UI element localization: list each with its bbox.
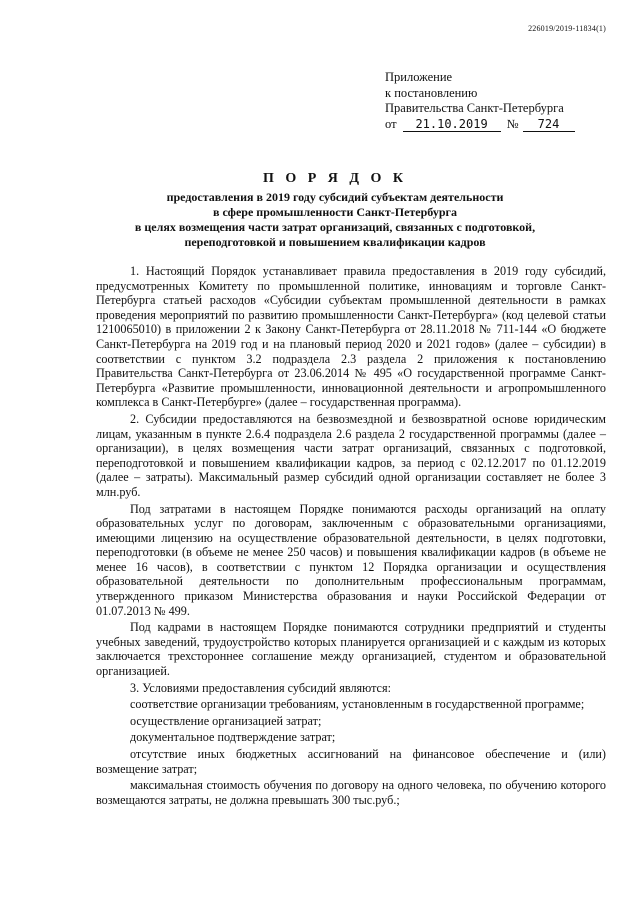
document-title bbox=[70, 170, 600, 250]
appendix-line-2: к постановлению bbox=[385, 85, 478, 100]
condition-item: документальное подтверждение затрат; bbox=[130, 730, 336, 745]
condition-item: осуществление организацией затрат; bbox=[130, 713, 322, 728]
paragraph-staff-definition: Под кадрами в настоящем Порядке понимаются сотрудники предприятий и студенты учебных заведений, трудоустройство которых планируется организацией и с каждым из которых заключается трехстороннее соглашение между организацией, студентом и образовательной организацией. bbox=[96, 620, 606, 679]
appendix-block bbox=[385, 70, 575, 132]
title-line-2: в сфере промышленности Санкт-Петербурга bbox=[213, 205, 457, 219]
title-line-3: в целях возмещения части затрат организаций, связанных с подготовкой, bbox=[134, 220, 536, 234]
title-line-4: переподготовкой и повышением квалификации кадров bbox=[184, 235, 486, 249]
document-body bbox=[96, 264, 606, 807]
condition-item: максимальная стоимость обучения по договору на одного человека, по обучению которого возмещаются затраты, не должна превышать 300 тыс.руб.; bbox=[96, 778, 606, 807]
title-line-1: предоставления в 2019 году субсидий субъектам деятельности bbox=[166, 190, 504, 204]
from-label: от bbox=[385, 116, 397, 131]
paragraph-3: 3. Условиями предоставления субсидий являются: bbox=[130, 680, 391, 695]
condition-item: соответствие организации требованиям, установленным в государственной программе; bbox=[130, 697, 585, 712]
document-id: 226019/2019-11834(1) bbox=[528, 24, 606, 33]
title-main: П О Р Я Д О К bbox=[262, 171, 408, 186]
resolution-date: 21.10.2019 bbox=[403, 117, 501, 132]
appendix-date-line bbox=[385, 117, 575, 133]
appendix-line-1: Приложение bbox=[385, 70, 453, 84]
paragraph-1: 1. Настоящий Порядок устанавливает правила предоставления в 2019 году субсидий, предусмотренных Комитету по промышленной политике, инновациям и торговле Санкт-Петербурга статьей расходов «Субсидии субъектам промышленной деятельности в рамках проведения мероприятий по развитию промышленности Санкт-Петербурга» (код целевой статьи 1210065010) в приложении 2 к Закону Санкт-Петербурга от 28.11.2018 № 711-144 «О бюджете Санкт-Петербурга на 2019 год и на плановый период 2020 и 2021 годов» (далее – субсидии) в соответствии с пунктом 3.2 подраздела 2.3 раздела 2 приложения к постановлению Правительства Санкт-Петербурга от 23.06.2014 № 495 «О государственной программе Санкт-Петербурга «Развитие промышленности, инновационной деятельности и агропромышленного комплекса в Санкт-Петербурге» (далее – государственная программа). bbox=[96, 264, 606, 410]
paragraph-2: 2. Субсидии предоставляются на безвозмездной и безвозвратной основе юридическим лицам, указанным в пункте 2.6.4 подраздела 2.6 раздела 2 государственной программы (далее – организации), в целях возмещения части затрат организаций, связанных с подготовкой, переподготовкой и повышением квалификации кадров, за период с 02.12.2017 по 01.12.2019 (далее – затраты). Максимальный размер субсидий одной организации составляет не более 3 млн.руб. bbox=[96, 411, 606, 499]
number-label: № bbox=[506, 116, 519, 131]
appendix-line-3: Правительства Санкт-Петербурга bbox=[385, 101, 564, 115]
resolution-number: 724 bbox=[523, 117, 575, 132]
paragraph-costs-definition: Под затратами в настоящем Порядке понимаются расходы организаций на оплату образовательных услуг по договорам, заключенным с образовательными организациями, имеющими лицензию на осуществление образовательной деятельности, в целях подготовки, переподготовки (в объеме не менее 250 часов) и повышения квалификации кадров (в объеме не менее 16 часов), в соответствии с пунктом 12 Порядка организации и осуществления образовательной деятельности по дополнительным профессиональным программам, утвержденного приказом Министерства образования и науки Российской Федерации от 01.07.2013 № 499. bbox=[96, 501, 606, 618]
condition-item: отсутствие иных бюджетных ассигнований на финансовое обеспечение и (или) возмещение затрат; bbox=[96, 747, 606, 776]
